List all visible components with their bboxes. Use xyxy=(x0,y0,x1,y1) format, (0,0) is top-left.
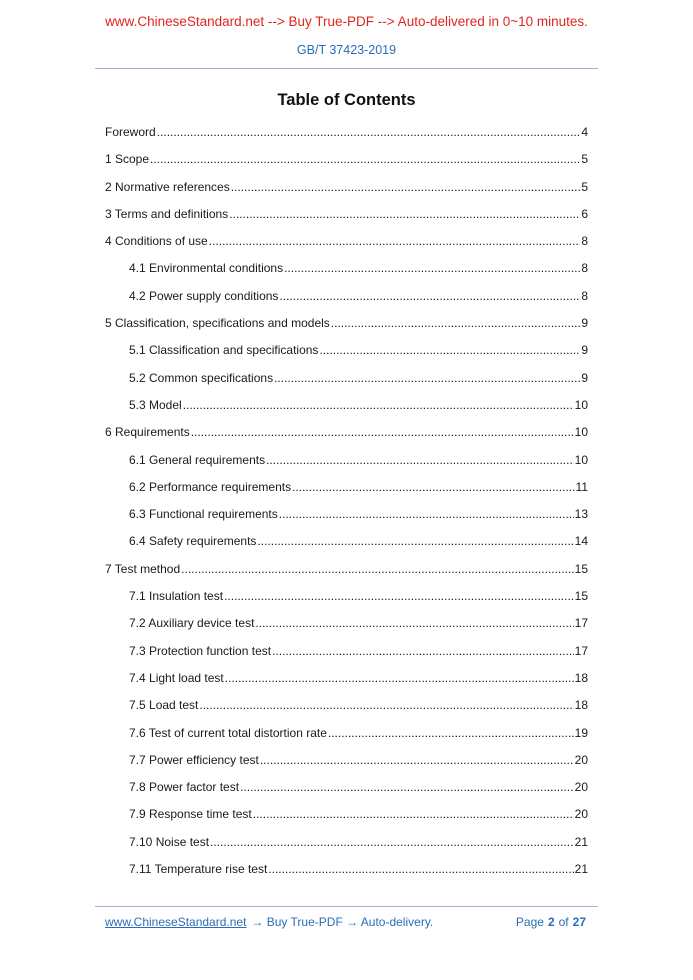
toc-entry-page: 19 xyxy=(574,725,588,740)
toc-entry-label: 7.8 Power factor test xyxy=(129,780,240,795)
toc-entry-page: 8 xyxy=(581,234,588,249)
page-label: Page xyxy=(515,915,544,929)
toc-dot-leader xyxy=(225,665,574,692)
toc-entry xyxy=(105,774,588,801)
toc-dot-leader xyxy=(199,692,573,719)
page-current: 2 xyxy=(547,915,555,929)
toc-entry xyxy=(105,692,588,719)
toc-entry-label: 7.3 Protection function test xyxy=(129,643,272,658)
toc-entry-label: 5.2 Common specifications xyxy=(129,370,274,385)
page-title: Table of Contents xyxy=(277,91,416,109)
toc-entry xyxy=(105,119,588,146)
toc-entry xyxy=(105,747,588,774)
toc-entry xyxy=(105,665,588,692)
toc-dot-leader xyxy=(284,255,580,282)
toc-entry-label: 7.10 Noise test xyxy=(129,834,210,849)
toc-entry-label: 4.2 Power supply conditions xyxy=(129,288,279,303)
toc-dot-leader xyxy=(181,556,573,583)
toc-entry-label: 3 Terms and definitions xyxy=(105,206,229,221)
toc-entry xyxy=(105,255,588,282)
toc-dot-leader xyxy=(253,801,574,828)
toc-entry-page: 6 xyxy=(581,206,588,221)
toc-entry-page: 8 xyxy=(581,288,588,303)
toc-entry xyxy=(105,146,588,173)
toc-entry-label: 6 Requirements xyxy=(105,425,190,440)
toc-entry-page: 15 xyxy=(574,589,588,604)
toc-entry-page: 18 xyxy=(574,698,588,713)
toc-dot-leader xyxy=(272,638,574,665)
toc-dot-leader xyxy=(210,829,574,856)
toc-dot-leader xyxy=(279,501,574,528)
toc-dot-leader xyxy=(150,146,580,173)
toc-entry xyxy=(105,201,588,228)
toc-entry-page: 9 xyxy=(581,343,588,358)
toc-dot-leader xyxy=(279,283,580,310)
toc-entry xyxy=(105,610,588,637)
toc-entry-label: 7.6 Test of current total distortion rate xyxy=(129,725,327,740)
toc-entry-page: 4 xyxy=(581,125,588,139)
toc-entry-label: 4 Conditions of use xyxy=(105,234,208,249)
toc-entry xyxy=(105,801,588,828)
toc-entry-label: 5.1 Classification and specifications xyxy=(129,343,319,358)
toc-entry-page: 13 xyxy=(574,507,588,522)
toc-entry-label: 6.2 Performance requirements xyxy=(129,479,292,494)
toc-entry xyxy=(105,392,588,419)
toc-entry-label: 7.11 Temperature rise test xyxy=(129,862,268,877)
toc-dot-leader xyxy=(224,583,574,610)
toc-dot-leader xyxy=(268,856,573,883)
toc-entry xyxy=(105,419,588,446)
toc-entry-page: 17 xyxy=(574,616,588,631)
toc-dot-leader xyxy=(260,747,574,774)
toc-entry-label: 2 Normative references xyxy=(105,179,230,194)
standard-number: GB/T 37423-2019 xyxy=(296,43,397,57)
toc-entry-page: 5 xyxy=(581,152,588,167)
toc-entry xyxy=(105,228,588,255)
toc-entry-label: 5.3 Model xyxy=(129,397,182,412)
promo-banner: www.ChineseStandard.net --> Buy True-PDF --> Auto-delivered in 0~10 minutes. xyxy=(105,14,588,29)
footer-divider xyxy=(95,906,598,907)
toc-entry-label: 7.9 Response time test xyxy=(129,807,252,822)
toc-entry xyxy=(105,310,588,337)
toc-entry xyxy=(105,528,588,555)
toc-entry-label: 7.7 Power efficiency test xyxy=(129,752,259,767)
toc-dot-leader xyxy=(257,528,573,555)
toc-dot-leader xyxy=(209,228,581,255)
toc-entry-page: 17 xyxy=(574,643,588,658)
toc-entry-label: 1 Scope xyxy=(105,152,150,167)
toc-entry-label: 7.5 Load test xyxy=(129,698,199,713)
toc-dot-leader xyxy=(319,337,580,364)
toc-entry xyxy=(105,474,588,501)
toc-entry-label: 4.1 Environmental conditions xyxy=(129,261,284,276)
page-footer xyxy=(95,906,598,929)
toc-dot-leader xyxy=(292,474,574,501)
toc-entry xyxy=(105,501,588,528)
toc-entry-label: 5 Classification, specifications and models xyxy=(105,316,330,331)
toc-entry xyxy=(105,638,588,665)
toc-dot-leader xyxy=(274,365,580,392)
toc-entry xyxy=(105,337,588,364)
toc-entry-page: 20 xyxy=(574,752,588,767)
toc-dot-leader xyxy=(157,119,581,146)
toc-dot-leader xyxy=(191,419,574,446)
toc-entry-page: 9 xyxy=(581,316,588,331)
footer-link[interactable]: www.ChineseStandard.net xyxy=(105,915,247,929)
toc-entry xyxy=(105,829,588,856)
toc-dot-leader xyxy=(266,447,574,474)
footer-tagline: → Buy True-PDF → Auto-delivery. xyxy=(251,915,434,929)
toc-dot-leader xyxy=(229,201,580,228)
page-total: 27 xyxy=(572,915,586,929)
toc-entry-page: 18 xyxy=(574,670,588,685)
toc-list xyxy=(105,119,588,883)
toc-entry-page: 21 xyxy=(574,834,588,849)
toc-dot-leader xyxy=(328,720,574,747)
toc-entry xyxy=(105,720,588,747)
toc-entry-page: 10 xyxy=(574,397,588,412)
toc-entry-label: 6.4 Safety requirements xyxy=(129,534,257,549)
toc-dot-leader xyxy=(240,774,574,801)
toc-entry-page: 20 xyxy=(574,780,588,795)
footer-left xyxy=(105,915,433,929)
toc-entry-page: 10 xyxy=(574,425,588,440)
toc-entry-page: 11 xyxy=(575,479,588,494)
toc-entry xyxy=(105,583,588,610)
page-indicator xyxy=(512,915,586,929)
toc-entry-label: 7.4 Light load test xyxy=(129,670,224,685)
toc-entry-label: 7.1 Insulation test xyxy=(129,589,224,604)
toc-dot-leader xyxy=(183,392,574,419)
header-divider xyxy=(95,68,598,69)
toc-entry-label: 6.3 Functional requirements xyxy=(129,507,278,522)
toc-entry-page: 15 xyxy=(574,561,588,576)
toc-entry-page: 14 xyxy=(574,534,588,549)
toc-dot-leader xyxy=(331,310,581,337)
toc-entry-page: 9 xyxy=(581,370,588,385)
toc-entry xyxy=(105,556,588,583)
toc-entry xyxy=(105,174,588,201)
toc-entry-page: 20 xyxy=(574,807,588,822)
toc-entry-label: Foreword xyxy=(105,125,156,139)
toc-entry-label: 7.2 Auxiliary device test xyxy=(129,616,255,631)
toc-entry xyxy=(105,856,588,883)
toc-dot-leader xyxy=(231,174,581,201)
toc-entry-page: 21 xyxy=(574,862,588,877)
toc-entry-label: 6.1 General requirements xyxy=(129,452,266,467)
toc-entry-page: 5 xyxy=(581,179,588,194)
toc-entry-page: 10 xyxy=(574,452,588,467)
toc-entry xyxy=(105,447,588,474)
toc-entry-page: 8 xyxy=(581,261,588,276)
toc-entry-label: 7 Test method xyxy=(105,561,181,576)
toc-dot-leader xyxy=(255,610,573,637)
toc-entry xyxy=(105,283,588,310)
page-of-label: of xyxy=(558,915,569,929)
toc-entry xyxy=(105,365,588,392)
